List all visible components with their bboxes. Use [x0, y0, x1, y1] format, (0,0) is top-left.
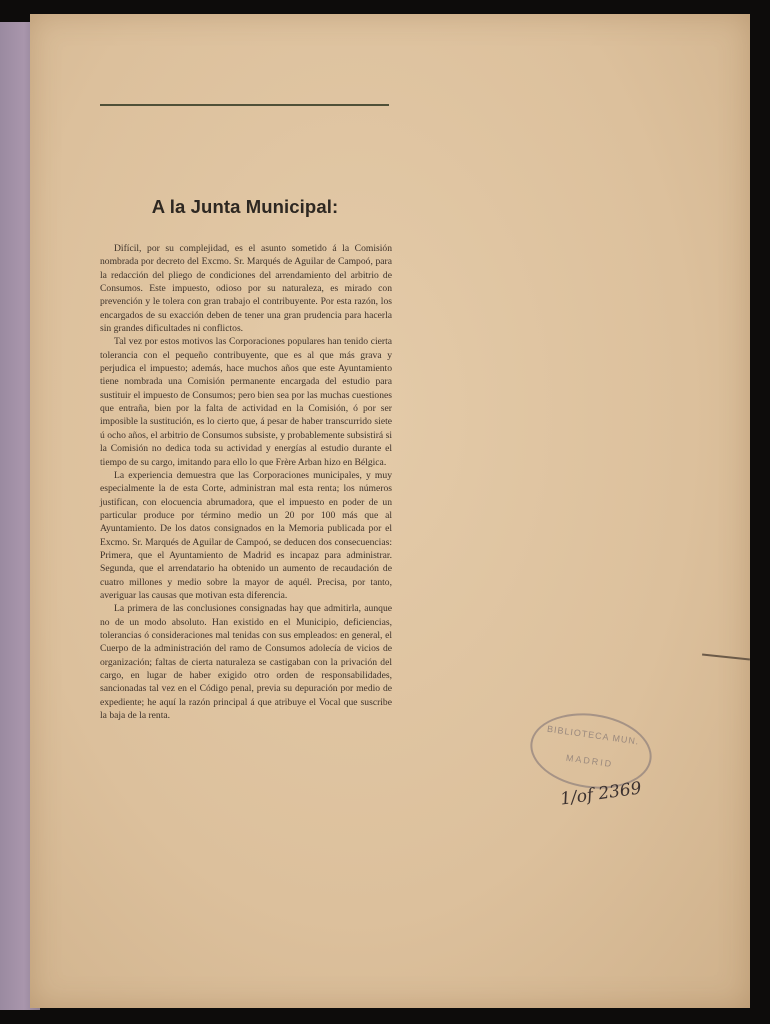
paragraph-1: Difícil, por su complejidad, es el asunto sometido á la Comisión nombrada por decreto del Excmo. Sr. Marqués de Aguilar de Campoó, para la redacción del pliego de condiciones del arrendamiento del arbitrio de Consumos. Este impuesto, odioso por su naturaleza, es mirado con prevención y le tolera con gran trabajo el contribuyente. Por esta razón, los encargados de su exacción deben de tener una gran prudencia para hacerla sin grandes dificultades ni conflictos.: [100, 243, 392, 335]
paragraph-3: La experiencia demuestra que las Corporaciones municipales, y muy especialmente la de esta Corte, administran mal esta renta; los números justifican, con elocuencia abrumadora, que el impuesto en poder de un particular produce por término medio un 20 por 100 más que al Ayuntamiento. De los datos consignados en la Memoria publicada por el Excmo. Sr. Marqués de Aguilar de Campoó, se deducen dos consecuencias: Primera, que el Ayuntamiento de Madrid es incapaz para administrar. Segunda, que el arrendatario ha obtenido un aumento de recaudación de cuatro millones y medio sobre la mayor de aquél. Precisa, por tanto, averiguar las causas que motivan esta diferencia.: [100, 469, 392, 601]
document-title: A la Junta Municipal:: [151, 196, 339, 217]
document-page: [30, 14, 750, 1008]
stamp-line-2: MADRID: [565, 752, 614, 770]
paragraph-4: La primera de las conclusiones consignadas hay que admitirla, aunque no de un modo absoluto. Han existido en el Municipio, deficiencias, tolerancias ó consideraciones mal tenidas con sus empleados: en general, el Cuerpo de la administración del ramo de Consumos adolecía de vicios de organización; faltas de cierta naturaleza se castigaban con la privación del cargo, en lugar de haber exigido otro orden de responsabilidades, sancionadas tal vez en el Código penal, previa su depuración por medio de expediente; he aquí la razón principal á que atribuye el Vocal que suscribe la baja de la renta.: [100, 603, 392, 722]
stamp-line-1: BIBLIOTECA MUN.: [546, 723, 640, 747]
header-rule: [100, 104, 389, 106]
document-body: [100, 242, 392, 722]
paragraph-2: Tal vez por estos motivos las Corporaciones populares han tenido cierta tolerancia con el pequeño contribuyente, que es al que más grava y perjudica el impuesto; además, hace muchos años que este Ayuntamiento tiene nombrada una Comisión permanente encargada del estudio para sustituir el impuesto de Consumos; pero bien sea por las muchas cuestiones que entraña, bien por la falta de actividad en la Comisión, ó por ser imposible la sustitución, es lo cierto que, á pesar de haber transcurrido siete ú ocho años, el arbitrio de Consumos subsiste, y probablemente subsistirá si la Comisión no dedica toda su actividad y energías al estudio durante el tiempo de su cargo, imitando para ello lo que Frère Arban hizo en Bélgica.: [100, 336, 392, 468]
handwritten-shelfmark: 1/of 2369: [559, 778, 643, 810]
page-tear: [702, 653, 750, 660]
